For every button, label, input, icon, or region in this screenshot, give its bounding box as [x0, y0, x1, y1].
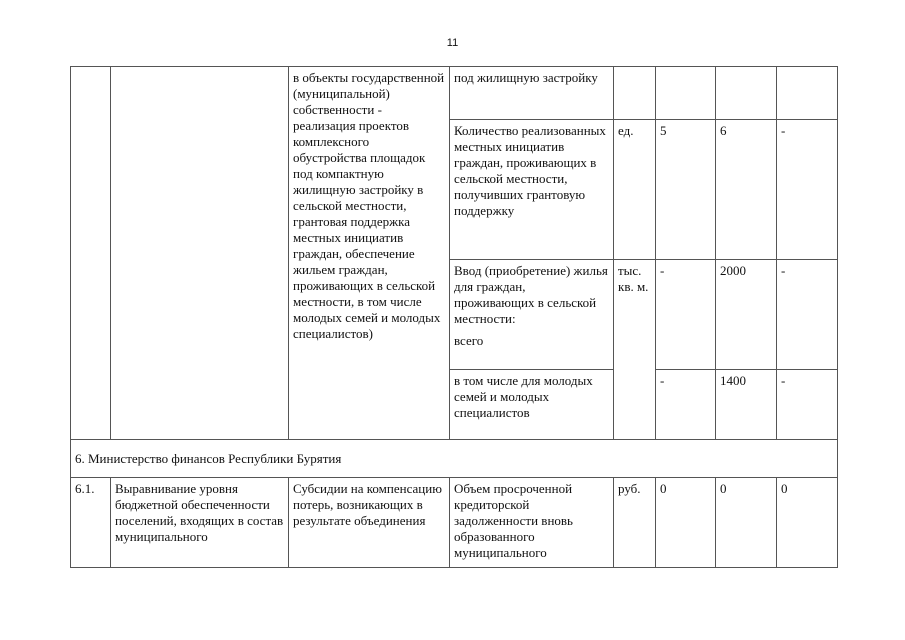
program-cell	[111, 67, 289, 440]
num-cell: 6.1.	[71, 478, 111, 568]
value-cell	[777, 67, 838, 120]
unit-cell: ед.	[614, 120, 656, 260]
indicator-cell: в том числе для молодых семей и молодых специалистов	[450, 370, 614, 440]
table-row	[71, 478, 838, 568]
program-cell: Выравнивание уровня бюджетной обеспеченности поселений, входящих в состав муниципального	[111, 478, 289, 568]
measure-cell: в объекты государственной (муниципальной) собственности - реализация проектов комплексного обустройства площадок под компактную жилищную застройку в сельской местности, грантовая поддержка местных инициатив граждан, обеспечение жильем граждан, проживающих в сельской местности, в том числе молодых семей и молодых специалистов)	[289, 67, 450, 440]
value-cell: 5	[656, 120, 716, 260]
value-cell: -	[777, 370, 838, 440]
section-header: 6. Министерство финансов Республики Бурятия	[71, 440, 838, 478]
unit-cell: руб.	[614, 478, 656, 568]
value-cell	[716, 67, 777, 120]
value-cell: -	[777, 260, 838, 370]
value-cell: 1400	[716, 370, 777, 440]
value-cell: 0	[656, 478, 716, 568]
value-cell: -	[656, 260, 716, 370]
value-cell: -	[777, 120, 838, 260]
indicator-cell: под жилищную застройку	[450, 67, 614, 120]
value-cell	[656, 67, 716, 120]
num-cell	[71, 67, 111, 440]
indicator-text: Ввод (приобретение) жилья для граждан, проживающих в сельской местности:	[454, 263, 608, 326]
section-row	[71, 440, 838, 478]
unit-cell: тыс. кв. м.	[614, 260, 656, 440]
value-cell: 6	[716, 120, 777, 260]
measure-cell: Субсидии на компенсацию потерь, возникающих в результате объединения	[289, 478, 450, 568]
indicator-cell: Объем просроченной кредиторской задолженности вновь образованного муниципального	[450, 478, 614, 568]
page-number: 11	[446, 37, 459, 49]
indicator-cell: Количество реализованных местных инициатив граждан, проживающих в сельской местности, получивших грантовую поддержку	[450, 120, 614, 260]
indicator-cell	[450, 260, 614, 370]
value-cell: -	[656, 370, 716, 440]
table-row	[71, 67, 838, 120]
value-cell: 2000	[716, 260, 777, 370]
indicator-sub: всего	[454, 333, 484, 348]
value-cell: 0	[716, 478, 777, 568]
program-table	[70, 66, 838, 568]
value-cell: 0	[777, 478, 838, 568]
unit-cell	[614, 67, 656, 120]
